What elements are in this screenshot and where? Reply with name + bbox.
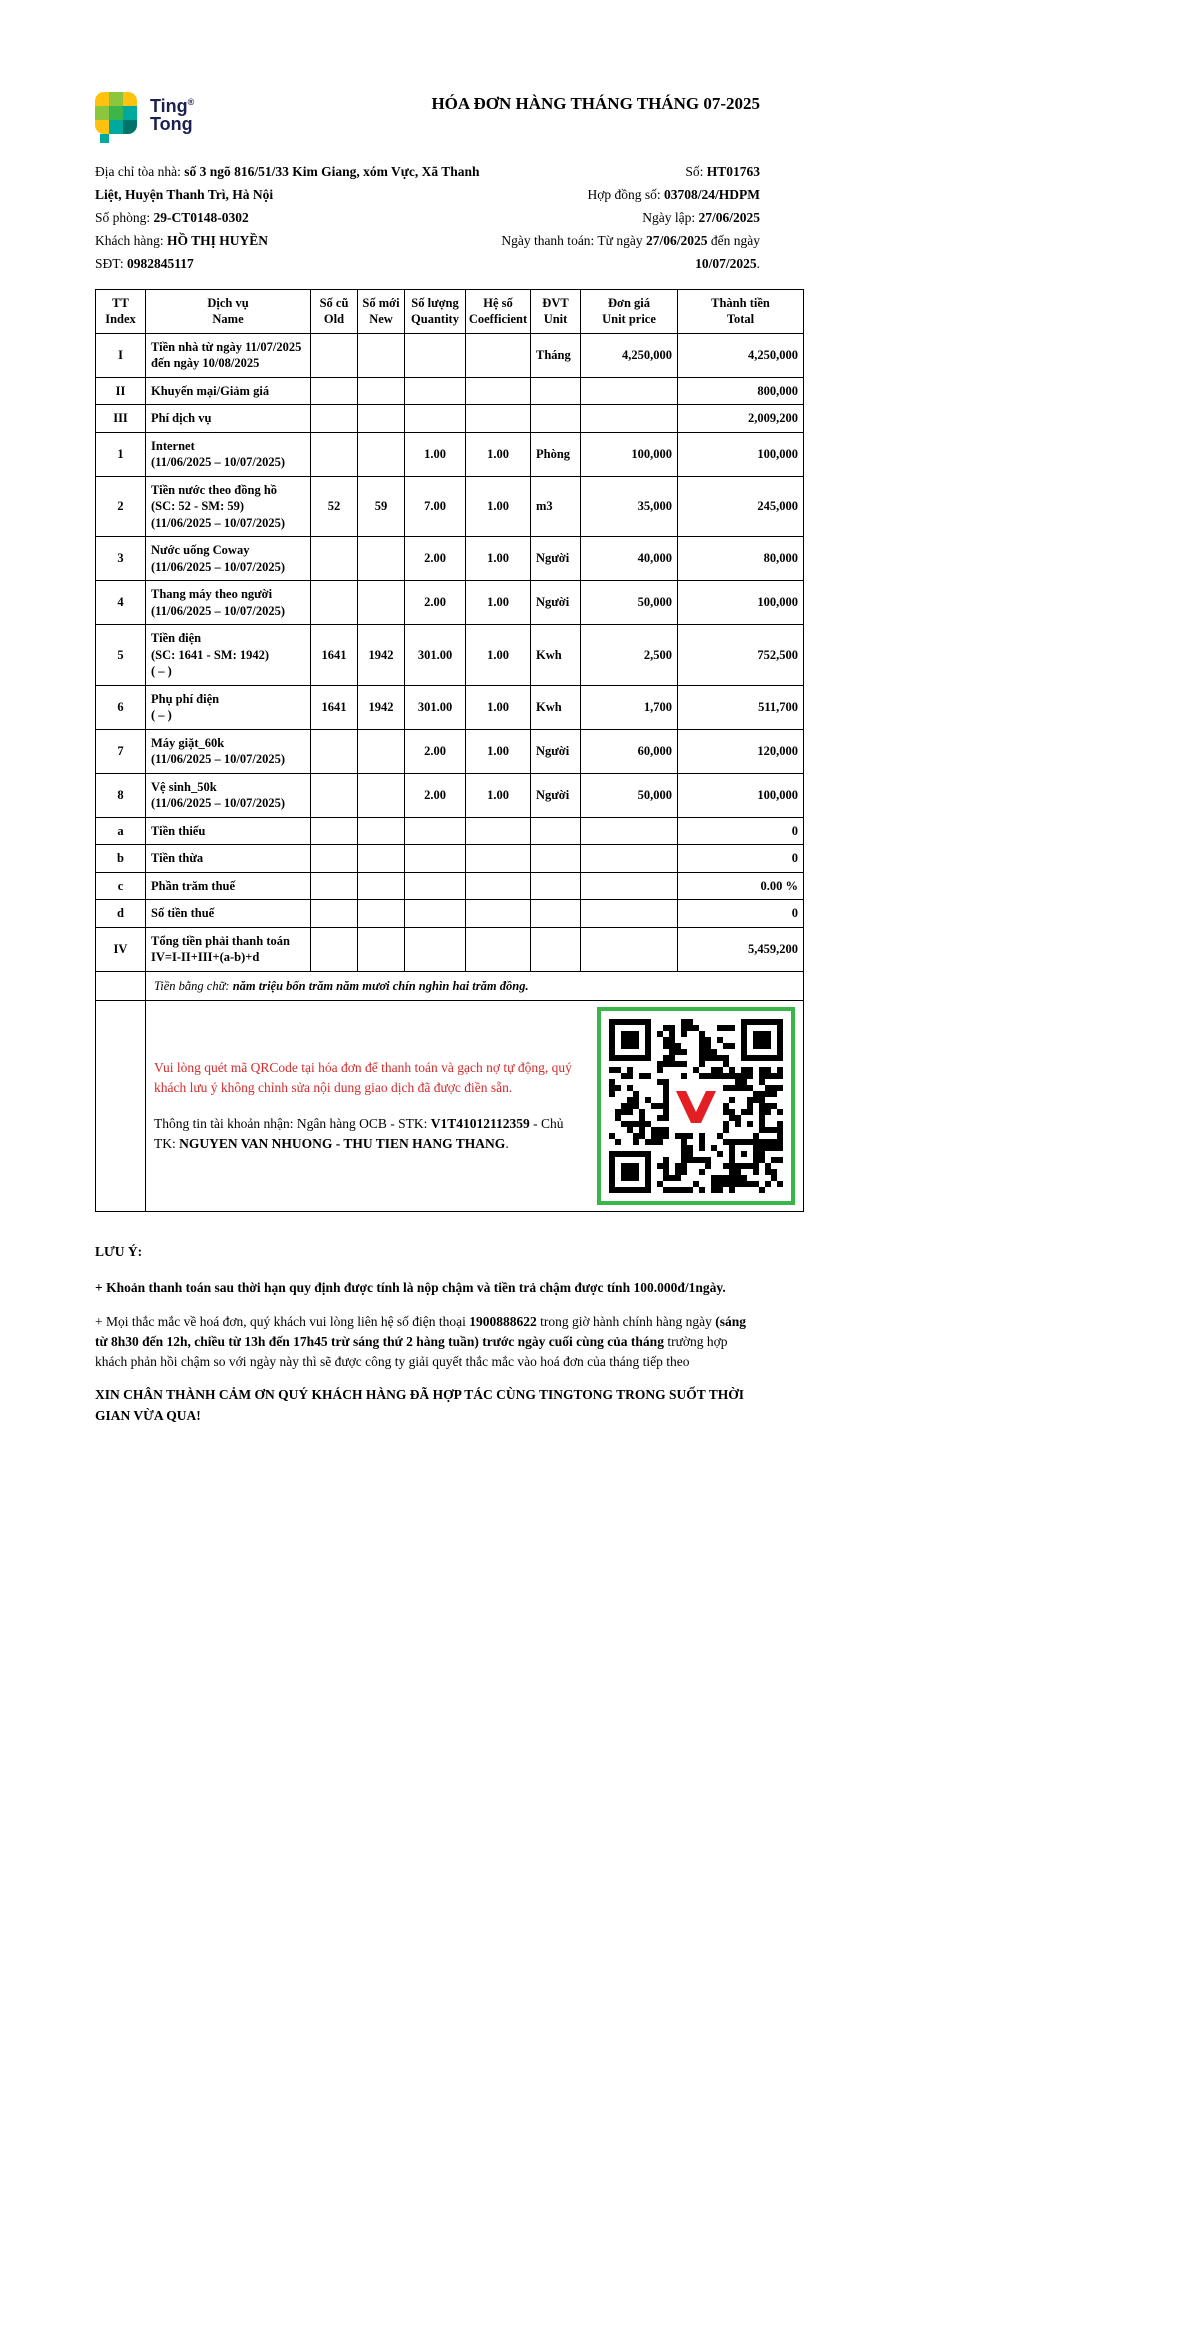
total-cell: 511,700 bbox=[678, 685, 804, 729]
service-name-cell: Nước uống Coway (11/06/2025 – 10/07/2025) bbox=[146, 537, 311, 581]
old-reading-cell bbox=[311, 729, 358, 773]
text-segment: 10/07/2025 bbox=[695, 256, 757, 271]
quantity-cell: 301.00 bbox=[405, 685, 466, 729]
service-name-cell: Tiền nước theo đồng hồ (SC: 52 - SM: 59) (11/06/2025 – 10/07/2025) bbox=[146, 476, 311, 537]
text-segment: Số phòng: bbox=[95, 210, 154, 225]
unit-price-cell: 35,000 bbox=[581, 476, 678, 537]
logo-wordmark bbox=[150, 92, 194, 134]
text-segment: XIN CHÂN THÀNH CẢM ƠN QUÝ KHÁCH HÀNG ĐÃ HỢP TÁC CÙNG TINGTONG TRONG SUỐT THỜI GIAN VỪA QUA! bbox=[95, 1387, 744, 1423]
text-line bbox=[497, 160, 760, 183]
total-cell: 5,459,200 bbox=[678, 927, 804, 971]
quantity-cell bbox=[405, 927, 466, 971]
new-reading-cell bbox=[358, 900, 405, 928]
tingtong-logo-icon bbox=[95, 92, 141, 146]
tingtong-logo bbox=[95, 92, 194, 146]
coefficient-cell: 1.00 bbox=[466, 476, 531, 537]
old-reading-cell bbox=[311, 432, 358, 476]
table-row bbox=[96, 729, 804, 773]
registered-mark: ® bbox=[187, 97, 195, 107]
text-segment: Khách hàng: bbox=[95, 233, 167, 248]
unit-price-cell bbox=[581, 377, 678, 405]
invoice-meta bbox=[497, 160, 805, 275]
quantity-cell bbox=[405, 817, 466, 845]
unit-cell: Người bbox=[531, 537, 581, 581]
total-cell: 752,500 bbox=[678, 625, 804, 686]
new-reading-cell bbox=[358, 729, 405, 773]
unit-cell: m3 bbox=[531, 476, 581, 537]
customer-info bbox=[95, 160, 497, 275]
old-reading-cell: 52 bbox=[311, 476, 358, 537]
total-cell: 80,000 bbox=[678, 537, 804, 581]
unit-price-cell bbox=[581, 900, 678, 928]
coefficient-cell: 1.00 bbox=[466, 432, 531, 476]
column-header: Thành tiền Total bbox=[678, 290, 804, 334]
notes-body bbox=[95, 1278, 750, 1426]
service-name-cell: Tiền thừa bbox=[146, 845, 311, 873]
logo-pixel bbox=[109, 106, 123, 120]
index-cell: 8 bbox=[96, 773, 146, 817]
unit-cell bbox=[531, 845, 581, 873]
column-header: ĐVT Unit bbox=[531, 290, 581, 334]
qr-payment-notice: Vui lòng quét mã QRCode tại hóa đơn để thanh toán và gạch nợ tự động, quý khách lưu ý không chỉnh sửa nội dung giao dịch đã được điền sẵn. bbox=[154, 1059, 572, 1095]
text-segment: . bbox=[756, 256, 760, 271]
coefficient-cell bbox=[466, 845, 531, 873]
text-segment: SĐT: bbox=[95, 256, 127, 271]
text-segment: (sáng từ 8h30 đến 12h, chiều từ 13h đến 17h45 trừ sáng thứ 2 hàng tuần) bbox=[95, 1313, 747, 1349]
text-segment: trong giờ hành chính hàng ngày bbox=[536, 1313, 716, 1329]
table-row bbox=[96, 432, 804, 476]
bank-account-info bbox=[154, 1114, 581, 1155]
service-name-cell: Tiền nhà từ ngày 11/07/2025 đến ngày 10/08/2025 bbox=[146, 333, 311, 377]
service-name-cell: Phần trăm thuế bbox=[146, 872, 311, 900]
invoice-page bbox=[95, 92, 805, 1426]
index-cell: 3 bbox=[96, 537, 146, 581]
text-line bbox=[95, 1385, 750, 1426]
index-cell: 1 bbox=[96, 432, 146, 476]
table-row bbox=[96, 377, 804, 405]
logo-pixel bbox=[95, 106, 109, 120]
old-reading-cell bbox=[311, 773, 358, 817]
table-row bbox=[96, 927, 804, 971]
service-name-cell: Phí dịch vụ bbox=[146, 405, 311, 433]
quantity-cell bbox=[405, 377, 466, 405]
payment-section bbox=[154, 1007, 795, 1205]
service-name-cell: Số tiền thuế bbox=[146, 900, 311, 928]
new-reading-cell bbox=[358, 333, 405, 377]
text-segment: HT01763 bbox=[706, 164, 760, 179]
text-segment: số 3 ngõ 816/51/33 Kim Giang, xóm Vực, Xã Thanh Liệt, Huyện Thanh Trì, Hà Nội bbox=[95, 164, 480, 202]
text-segment: Hợp đồng số: bbox=[587, 187, 664, 202]
quantity-cell: 2.00 bbox=[405, 581, 466, 625]
logo-word-ting: Ting® bbox=[150, 96, 195, 116]
table-row bbox=[96, 537, 804, 581]
service-name-cell: Khuyến mại/Giảm giá bbox=[146, 377, 311, 405]
index-cell: II bbox=[96, 377, 146, 405]
coefficient-cell bbox=[466, 333, 531, 377]
text-segment: trường hợp khách phản hồi chậm so với ngày này thì sẽ được công ty giải quyết thắc mắc vào hoá đơn của tháng tiếp theo bbox=[95, 1333, 728, 1369]
new-reading-cell bbox=[358, 773, 405, 817]
index-cell: 5 bbox=[96, 625, 146, 686]
column-header: Số lượng Quantity bbox=[405, 290, 466, 334]
new-reading-cell bbox=[358, 927, 405, 971]
text-line bbox=[497, 229, 760, 275]
index-cell: a bbox=[96, 817, 146, 845]
old-reading-cell: 1641 bbox=[311, 685, 358, 729]
table-row bbox=[96, 333, 804, 377]
table-row bbox=[96, 685, 804, 729]
unit-cell: Tháng bbox=[531, 333, 581, 377]
text-segment: 29-CT0148-0302 bbox=[153, 210, 249, 225]
unit-cell bbox=[531, 817, 581, 845]
text-segment: trước ngày cuối cùng của tháng bbox=[482, 1333, 664, 1349]
text-segment: Thông tin tài khoản nhận: Ngân hàng OCB - STK: bbox=[154, 1116, 431, 1131]
text-segment: Ngày lập: bbox=[642, 210, 699, 225]
old-reading-cell bbox=[311, 845, 358, 873]
text-line bbox=[95, 1312, 750, 1373]
text-segment: đến ngày bbox=[707, 233, 760, 248]
logo-pixels bbox=[95, 92, 137, 134]
coefficient-cell bbox=[466, 872, 531, 900]
quantity-cell bbox=[405, 900, 466, 928]
total-cell: 2,009,200 bbox=[678, 405, 804, 433]
coefficient-cell: 1.00 bbox=[466, 581, 531, 625]
unit-price-cell: 100,000 bbox=[581, 432, 678, 476]
service-name-cell: Thang máy theo người (11/06/2025 – 10/07/2025) bbox=[146, 581, 311, 625]
unit-price-cell bbox=[581, 872, 678, 900]
coefficient-cell: 1.00 bbox=[466, 729, 531, 773]
page-title: HÓA ĐƠN HÀNG THÁNG THÁNG 07-2025 bbox=[431, 94, 760, 113]
column-header: Hệ số Coefficient bbox=[466, 290, 531, 334]
old-reading-cell bbox=[311, 377, 358, 405]
text-segment: + Mọi thắc mắc về hoá đơn, quý khách vui lòng liên hệ số điện thoại bbox=[95, 1313, 470, 1329]
total-cell: 100,000 bbox=[678, 432, 804, 476]
text-segment: 27/06/2025 bbox=[698, 210, 760, 225]
text-segment: 27/06/2025 bbox=[646, 233, 708, 248]
quantity-cell: 2.00 bbox=[405, 537, 466, 581]
text-line bbox=[95, 252, 497, 275]
old-reading-cell bbox=[311, 581, 358, 625]
coefficient-cell bbox=[466, 900, 531, 928]
text-line bbox=[95, 1278, 750, 1298]
table-row bbox=[96, 845, 804, 873]
logo-pixel bbox=[95, 120, 109, 134]
quantity-cell bbox=[405, 333, 466, 377]
text-segment: Ngày thanh toán: Từ ngày bbox=[501, 233, 646, 248]
total-cell: 800,000 bbox=[678, 377, 804, 405]
index-cell: III bbox=[96, 405, 146, 433]
unit-price-cell: 40,000 bbox=[581, 537, 678, 581]
new-reading-cell bbox=[358, 377, 405, 405]
column-header: Số cũ Old bbox=[311, 290, 358, 334]
table-row bbox=[96, 817, 804, 845]
text-line bbox=[497, 183, 760, 206]
new-reading-cell bbox=[358, 872, 405, 900]
coefficient-cell: 1.00 bbox=[466, 625, 531, 686]
logo-pixel bbox=[123, 92, 137, 106]
column-header: Đơn giá Unit price bbox=[581, 290, 678, 334]
payment-cell bbox=[146, 1001, 804, 1212]
index-cell: 2 bbox=[96, 476, 146, 537]
total-cell: 0 bbox=[678, 817, 804, 845]
unit-price-cell bbox=[581, 927, 678, 971]
text-segment: Số: bbox=[685, 164, 707, 179]
new-reading-cell: 1942 bbox=[358, 685, 405, 729]
index-cell: I bbox=[96, 333, 146, 377]
index-cell: 4 bbox=[96, 581, 146, 625]
coefficient-cell: 1.00 bbox=[466, 773, 531, 817]
logo-pixel bbox=[123, 120, 137, 134]
text-line bbox=[95, 206, 497, 229]
old-reading-cell bbox=[311, 817, 358, 845]
unit-cell: Người bbox=[531, 773, 581, 817]
old-reading-cell bbox=[311, 927, 358, 971]
unit-cell bbox=[531, 900, 581, 928]
header bbox=[95, 92, 805, 146]
text-line bbox=[497, 206, 760, 229]
unit-cell bbox=[531, 927, 581, 971]
table-row bbox=[96, 773, 804, 817]
table-row bbox=[96, 872, 804, 900]
service-name-cell: Máy giặt_60k (11/06/2025 – 10/07/2025) bbox=[146, 729, 311, 773]
total-cell: 120,000 bbox=[678, 729, 804, 773]
payment-instructions bbox=[154, 1058, 597, 1155]
text-segment: HỒ THỊ HUYỀN bbox=[166, 233, 269, 248]
coefficient-cell: 1.00 bbox=[466, 685, 531, 729]
quantity-cell: 7.00 bbox=[405, 476, 466, 537]
new-reading-cell: 59 bbox=[358, 476, 405, 537]
total-cell: 0 bbox=[678, 900, 804, 928]
coefficient-cell bbox=[466, 817, 531, 845]
unit-cell: Người bbox=[531, 729, 581, 773]
coefficient-cell bbox=[466, 927, 531, 971]
index-cell: 6 bbox=[96, 685, 146, 729]
total-cell: 0.00 % bbox=[678, 872, 804, 900]
invoice-table bbox=[95, 289, 804, 1212]
new-reading-cell bbox=[358, 817, 405, 845]
logo-tail bbox=[100, 134, 109, 143]
index-cell: IV bbox=[96, 927, 146, 971]
empty-cell bbox=[96, 971, 146, 1001]
unit-cell bbox=[531, 377, 581, 405]
logo-pixel bbox=[109, 92, 123, 106]
unit-cell: Kwh bbox=[531, 625, 581, 686]
table-row bbox=[96, 900, 804, 928]
new-reading-cell bbox=[358, 432, 405, 476]
unit-cell: Kwh bbox=[531, 685, 581, 729]
new-reading-cell bbox=[358, 845, 405, 873]
quantity-cell: 301.00 bbox=[405, 625, 466, 686]
logo-pixel bbox=[109, 120, 123, 134]
new-reading-cell bbox=[358, 537, 405, 581]
table-header-row bbox=[96, 290, 804, 334]
logo-pixel bbox=[95, 92, 109, 106]
new-reading-cell: 1942 bbox=[358, 625, 405, 686]
footer-notes bbox=[95, 1242, 750, 1426]
logo-word-tong: Tong bbox=[150, 114, 193, 135]
text-segment: - Chủ TK: bbox=[154, 1116, 564, 1152]
old-reading-cell bbox=[311, 405, 358, 433]
total-cell: 100,000 bbox=[678, 773, 804, 817]
service-name-cell: Internet (11/06/2025 – 10/07/2025) bbox=[146, 432, 311, 476]
text-line bbox=[95, 160, 497, 206]
quantity-cell: 2.00 bbox=[405, 773, 466, 817]
index-cell: d bbox=[96, 900, 146, 928]
total-cell: 100,000 bbox=[678, 581, 804, 625]
quantity-cell: 1.00 bbox=[405, 432, 466, 476]
amount-in-words-label: Tiền bằng chữ: bbox=[154, 978, 233, 993]
service-name-cell: Tiền thiếu bbox=[146, 817, 311, 845]
service-name-cell: Tiền điện (SC: 1641 - SM: 1942) ( – ) bbox=[146, 625, 311, 686]
unit-price-cell: 2,500 bbox=[581, 625, 678, 686]
table-row bbox=[96, 625, 804, 686]
text-segment: V1T41012112359 bbox=[430, 1116, 530, 1131]
text-segment: Địa chỉ tòa nhà: bbox=[95, 164, 185, 179]
text-segment: 1900888622 bbox=[469, 1313, 537, 1329]
text-segment: + Khoản thanh toán sau thời hạn quy định được tính là nộp chậm và tiền trả chậm được tính 100.000đ/1ngày. bbox=[95, 1280, 726, 1296]
unit-price-cell: 50,000 bbox=[581, 581, 678, 625]
quantity-cell bbox=[405, 845, 466, 873]
total-cell: 4,250,000 bbox=[678, 333, 804, 377]
unit-price-cell: 50,000 bbox=[581, 773, 678, 817]
qr-row bbox=[96, 1001, 804, 1212]
logo-pixel bbox=[123, 106, 137, 120]
old-reading-cell bbox=[311, 333, 358, 377]
text-segment: NGUYEN VAN NHUONG - THU TIEN HANG THANG bbox=[179, 1136, 506, 1152]
index-cell: c bbox=[96, 872, 146, 900]
total-cell: 0 bbox=[678, 845, 804, 873]
new-reading-cell bbox=[358, 581, 405, 625]
invoice-info bbox=[95, 160, 805, 275]
unit-price-cell: 1,700 bbox=[581, 685, 678, 729]
unit-price-cell bbox=[581, 845, 678, 873]
unit-price-cell bbox=[581, 817, 678, 845]
unit-price-cell bbox=[581, 405, 678, 433]
invoice-table-body bbox=[96, 333, 804, 971]
unit-cell: Phòng bbox=[531, 432, 581, 476]
empty-cell bbox=[96, 1001, 146, 1212]
coefficient-cell: 1.00 bbox=[466, 537, 531, 581]
old-reading-cell: 1641 bbox=[311, 625, 358, 686]
unit-price-cell: 4,250,000 bbox=[581, 333, 678, 377]
old-reading-cell bbox=[311, 900, 358, 928]
column-header: TT Index bbox=[96, 290, 146, 334]
service-name-cell: Tổng tiền phải thanh toán IV=I-II+III+(a-b)+d bbox=[146, 927, 311, 971]
total-cell: 245,000 bbox=[678, 476, 804, 537]
table-row bbox=[96, 405, 804, 433]
index-cell: 7 bbox=[96, 729, 146, 773]
table-row bbox=[96, 476, 804, 537]
quantity-cell bbox=[405, 872, 466, 900]
new-reading-cell bbox=[358, 405, 405, 433]
index-cell: b bbox=[96, 845, 146, 873]
unit-cell bbox=[531, 405, 581, 433]
unit-price-cell: 60,000 bbox=[581, 729, 678, 773]
amount-in-words-row bbox=[96, 971, 804, 1001]
old-reading-cell bbox=[311, 537, 358, 581]
coefficient-cell bbox=[466, 405, 531, 433]
unit-cell: Người bbox=[531, 581, 581, 625]
text-segment: 0982845117 bbox=[126, 256, 194, 271]
column-header: Dịch vụ Name bbox=[146, 290, 311, 334]
column-header: Số mới New bbox=[358, 290, 405, 334]
coefficient-cell bbox=[466, 377, 531, 405]
service-name-cell: Vệ sinh_50k (11/06/2025 – 10/07/2025) bbox=[146, 773, 311, 817]
service-name-cell: Phụ phí điện ( – ) bbox=[146, 685, 311, 729]
table-row bbox=[96, 581, 804, 625]
unit-cell bbox=[531, 872, 581, 900]
quantity-cell: 2.00 bbox=[405, 729, 466, 773]
amount-in-words bbox=[146, 971, 804, 1001]
text-segment: 03708/24/HDPM bbox=[664, 187, 760, 202]
old-reading-cell bbox=[311, 872, 358, 900]
quantity-cell bbox=[405, 405, 466, 433]
text-line bbox=[95, 229, 497, 252]
text-segment: . bbox=[505, 1136, 509, 1152]
qr-code bbox=[597, 1007, 795, 1205]
notes-title: LƯU Ý: bbox=[95, 1244, 143, 1259]
amount-in-words-value: năm triệu bốn trăm năm mươi chín nghìn hai trăm đồng. bbox=[232, 978, 529, 993]
